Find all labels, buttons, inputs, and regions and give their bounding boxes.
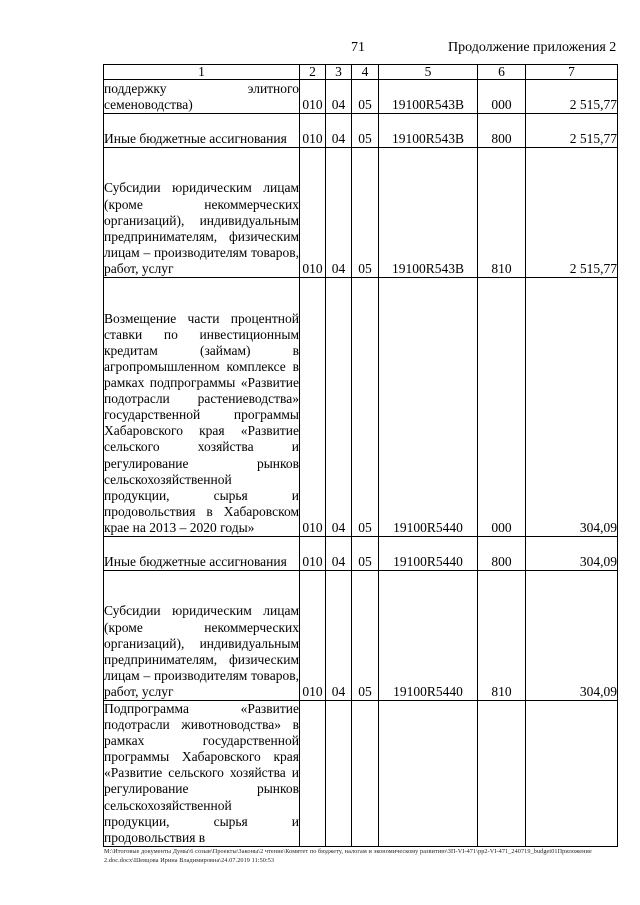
table-row — [104, 80, 618, 114]
cell-code: 04 — [326, 571, 352, 701]
column-header: 3 — [326, 65, 352, 80]
cell-code: 19100R5440 — [379, 278, 478, 537]
row-name: Субсидии юридическим лицам (кроме некоммерческих организаций), индивидуальным предпринимателям, физическим лицам – производителям товаров, работ, услуг — [104, 148, 300, 278]
cell-code: 05 — [352, 278, 379, 537]
cell-code: 04 — [326, 278, 352, 537]
cell-code: 800 — [478, 537, 526, 571]
cell-code: 010 — [300, 278, 326, 537]
cell-code: 010 — [300, 537, 326, 571]
row-name: Иные бюджетные ассигнования — [104, 114, 300, 148]
continuation-label: Продолжение приложения 2 — [448, 40, 617, 55]
cell-code: 04 — [326, 114, 352, 148]
column-header: 6 — [478, 65, 526, 80]
cell-code: 000 — [478, 80, 526, 114]
cell-code: 05 — [352, 148, 379, 278]
row-name: поддержку элитного семеноводства) — [104, 80, 299, 112]
table-row — [104, 148, 618, 278]
cell-code: 05 — [352, 571, 379, 701]
cell-code — [300, 701, 326, 847]
row-name: Подпрограмма «Развитие подотрасли животноводства» в рамках государственной программы Хабаровского края «Развитие сельского хозяйства и регулирование рынков сельскохозяйственной продукции, сырья и продовольствия в — [104, 701, 299, 845]
cell-code: 010 — [300, 114, 326, 148]
cell-code: 05 — [352, 537, 379, 571]
column-header: 1 — [104, 65, 300, 80]
row-name: Иные бюджетные ассигнования — [104, 537, 300, 571]
cell-code: 19100R543B — [379, 148, 478, 278]
table-row — [104, 537, 618, 571]
cell-code: 810 — [478, 571, 526, 701]
cell-amount — [526, 701, 618, 847]
cell-code: 04 — [326, 80, 352, 114]
table-row — [104, 701, 618, 847]
column-header: 5 — [379, 65, 478, 80]
table-row — [104, 571, 618, 701]
table-header-row — [104, 65, 618, 80]
row-name: Возмещение части процентной ставки по инвестиционным кредитам (займам) в агропромышленном комплексе в рамках подпрограммы «Развитие подотрасли растениеводства» государственной программы Хабаровского края «Развитие сельского хозяйства и регулирование рынков сельскохозяйственной продукции, сырья и продовольствия в Хабаровском крае на 2013 – 2020 годы» — [104, 278, 300, 537]
cell-amount: 304,09 — [526, 537, 618, 571]
cell-amount: 304,09 — [526, 278, 618, 537]
cell-code: 810 — [478, 148, 526, 278]
cell-code: 010 — [300, 80, 326, 114]
cell-code: 04 — [326, 148, 352, 278]
cell-code: 04 — [326, 537, 352, 571]
budget-table — [103, 64, 618, 847]
table-row — [104, 278, 618, 537]
page-number: 71 — [351, 40, 365, 55]
cell-code: 05 — [352, 114, 379, 148]
cell-amount: 2 515,77 — [526, 80, 618, 114]
cell-code: 19100R5440 — [379, 571, 478, 701]
column-header: 4 — [352, 65, 379, 80]
cell-code: 010 — [300, 148, 326, 278]
cell-code — [478, 701, 526, 847]
cell-code: 800 — [478, 114, 526, 148]
table-row — [104, 114, 618, 148]
row-name: Субсидии юридическим лицам (кроме некоммерческих организаций), индивидуальным предпринимателям, физическим лицам – производителям товаров, работ, услуг — [104, 571, 300, 701]
file-path-footer: М:\Итоговые документы Думы\6 созыв\Проекты\Законы\2 чтение\Комитет по бюджету, налогам и экономическому развитию\ЗП-VI-471\рр2-VI-471_240719_budget01Приложение 2.doc.docx\Шевцова Ирина Владимировна\24.07.2019 11:50:53 — [104, 848, 592, 864]
cell-code: 05 — [352, 80, 379, 114]
cell-amount: 304,09 — [526, 571, 618, 701]
column-header: 7 — [526, 65, 618, 80]
cell-code — [379, 701, 478, 847]
cell-code: 010 — [300, 571, 326, 701]
cell-code: 000 — [478, 278, 526, 537]
cell-amount: 2 515,77 — [526, 148, 618, 278]
column-header: 2 — [300, 65, 326, 80]
cell-code — [326, 701, 352, 847]
cell-code: 19100R543B — [379, 114, 478, 148]
cell-code — [352, 701, 379, 847]
cell-code: 19100R543B — [379, 80, 478, 114]
cell-amount: 2 515,77 — [526, 114, 618, 148]
cell-code: 19100R5440 — [379, 537, 478, 571]
